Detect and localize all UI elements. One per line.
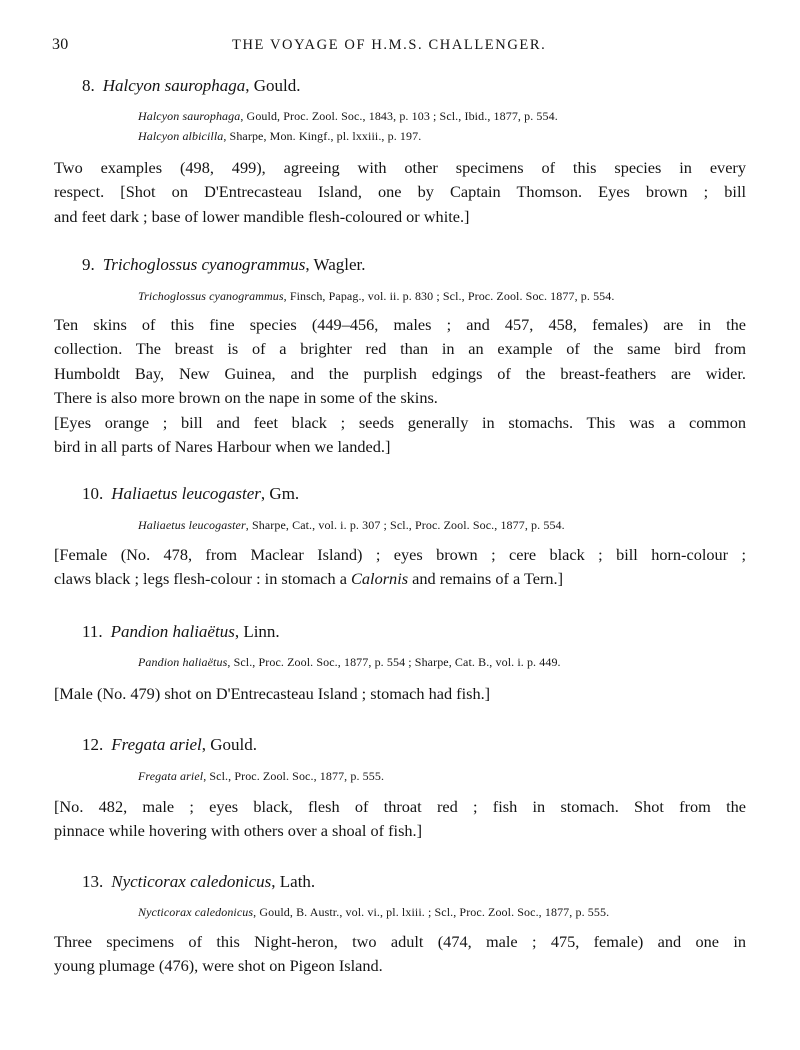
species-authority: , Linn. <box>234 622 280 641</box>
species-heading <box>82 76 300 96</box>
species-name: Trichoglossus cyanogrammus <box>102 255 306 274</box>
species-number: 12. <box>82 735 104 754</box>
species-notes: [No. 482, male ; eyes black, flesh of throat red ; fish in stomach. Shot from the pinnace while hovering with others over a shoal of fish.] <box>54 797 746 841</box>
species-authority: , Gould. <box>201 735 257 754</box>
species-heading <box>82 872 315 892</box>
species-authority: , Gould. <box>245 76 301 95</box>
species-heading <box>82 484 299 504</box>
synonym-reference: Fregata ariel, Scl., Proc. Zool. Soc., 1877, p. 555. <box>138 769 385 783</box>
species-heading <box>82 622 280 642</box>
species-notes: [Male (No. 479) shot on D'Entrecasteau Island ; stomach had fish.] <box>54 684 491 703</box>
running-head: THE VOYAGE OF H.M.S. CHALLENGER. <box>232 37 547 53</box>
synonym-reference: Pandion haliaëtus, Scl., Proc. Zool. Soc., 1877, p. 554 ; Sharpe, Cat. B., vol. i. p. 449. <box>138 655 561 669</box>
species-notes: [Female (No. 478, from Maclear Island) ; eyes brown ; cere black ; bill horn-colour ; claws black ; legs flesh-colour : in stomach a Calornis and remains of a Tern.] <box>54 543 746 592</box>
species-name: Pandion haliaëtus <box>110 622 235 641</box>
species-notes: Two examples (498, 499), agreeing with other specimens of this species in every respect. [Shot on D'Entrecasteau Island, one by Captain Thomson. Eyes brown ; bill and feet dark ; base of lower mandible flesh-coloured or white.] <box>54 158 746 226</box>
synonym-reference: Halcyon saurophaga, Gould, Proc. Zool. Soc., 1843, p. 103 ; Scl., Ibid., 1877, p. 554. <box>138 109 558 123</box>
synonym-reference: Halcyon albicilla, Sharpe, Mon. Kingf., pl. lxxiii., p. 197. <box>138 129 422 143</box>
species-notes: Three specimens of this Night-heron, two adult (474, male ; 475, female) and one in young plumage (476), were shot on Pigeon Island. <box>54 932 746 976</box>
species-notes: Ten skins of this fine species (449–456, males ; and 457, 458, females) are in the collection. The breast is of a brighter red than in an example of the same bird from Humboldt Bay, New Guinea, and the purplish edgings of the breast-feathers are wider. There is also more brown on the nape in some of the skins. [Eyes orange ; bill and feet black ; seeds generally in stomachs. This was a common bird in all parts of Nares Harbour when we landed.] <box>54 315 746 456</box>
species-number: 9. <box>82 255 95 274</box>
synonym-reference: Haliaetus leucogaster, Sharpe, Cat., vol. i. p. 307 ; Scl., Proc. Zool. Soc., 1877, p. 554. <box>138 518 565 532</box>
species-number: 10. <box>82 484 104 503</box>
species-number: 13. <box>82 872 104 891</box>
species-authority: , Wagler. <box>305 255 366 274</box>
species-heading <box>82 735 257 755</box>
species-heading <box>82 255 366 275</box>
synonym-reference: Nycticorax caledonicus, Gould, B. Austr., vol. vi., pl. lxiii. ; Scl., Proc. Zool. Soc., 1877, p. 555. <box>138 905 610 919</box>
species-name: Fregata ariel <box>111 735 202 754</box>
species-name: Haliaetus leucogaster <box>111 484 261 503</box>
species-authority: , Gm. <box>260 484 300 503</box>
synonym-reference: Trichoglossus cyanogrammus, Finsch, Papag., vol. ii. p. 830 ; Scl., Proc. Zool. Soc. 1877, p. 554. <box>138 289 615 303</box>
species-number: 11. <box>82 622 103 641</box>
page-number: 30 <box>52 36 69 53</box>
species-number: 8. <box>82 76 95 95</box>
species-authority: , Lath. <box>271 872 316 891</box>
species-name: Halcyon saurophaga <box>102 76 246 95</box>
species-name: Nycticorax caledonicus <box>111 872 272 891</box>
notes-line-with-genus: claws black ; legs flesh-colour : in stomach a Calornis and remains of a Tern.] <box>54 569 564 589</box>
